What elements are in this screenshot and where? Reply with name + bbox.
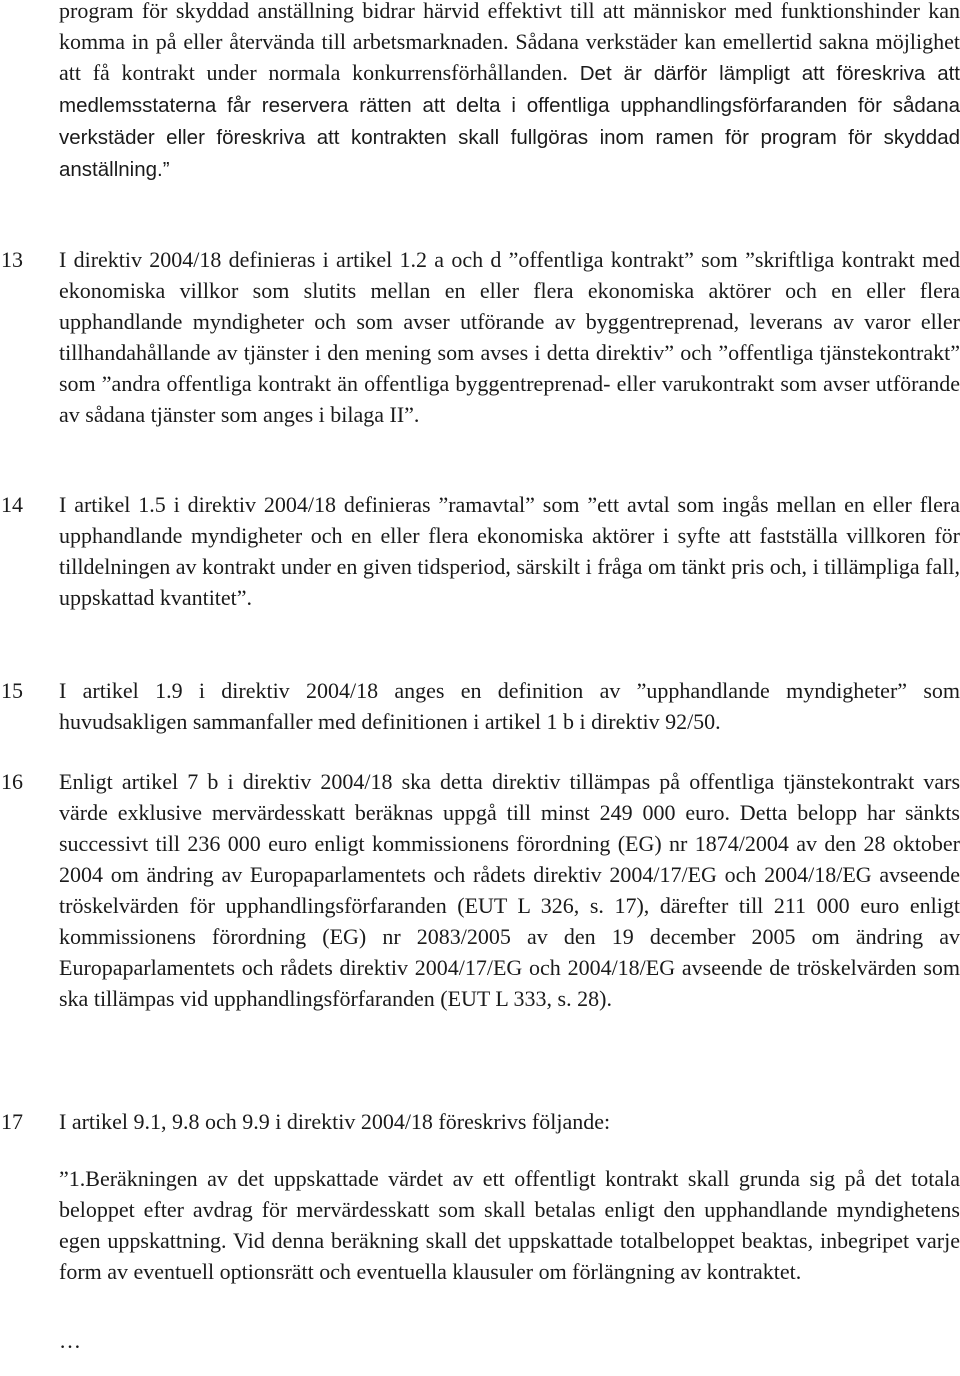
intro-text-b: Det är därför lämpligt att föreskriva att medlemsstaterna får reservera rätten att delta i offentliga upphandlingsförfaranden för sådana verkstäder eller föreskriva att kontrakten skall fullgöras inom ramen för program för skyddad anställning.” [59, 62, 960, 181]
footnote-17-text: I artikel 9.1, 9.8 och 9.9 i direktiv 2004/18 föreskrivs följande: [59, 1109, 611, 1134]
footnote-number-15: 15 [1, 678, 23, 703]
footnote-15-text: I artikel 1.9 i direktiv 2004/18 anges en definition av ”upphandlande myndigheter” som huvudsakligen sammanfaller med definitionen i artikel 1 b i direktiv 92/50. [59, 678, 960, 734]
footnote-number-13: 13 [1, 247, 23, 272]
footnote-13-text: I direktiv 2004/18 definieras i artikel 1.2 a och d ”offentliga kontrakt” som ”skriftliga kontrakt med ekonomiska villkor som slutits mellan en eller flera ekonomiska aktörer och en eller flera upphandlande myndigheter och som avser utförande av byggentreprenad, leverans av varor eller tillhandahållande av tjänster i den mening som avses i detta direktiv” och ”offentliga tjänstekontrakt” som ”andra offentliga kontrakt än offentliga byggentreprenad- eller varukontrakt som avser utförande av sådana tjänster som anges i bilaga II”. [59, 247, 960, 427]
intro-text-a: program för skyddad anställning bidrar härvid effektivt till att människor med funktionshinder kan komma in på eller återvända till arbetsmarknaden. Sådana verkstäder kan emellertid sakna möjlighet att få kontrakt under normala konkurrensförhållanden. [59, 0, 960, 85]
intro-paragraph [59, 0, 960, 185]
footnote-14-text: I artikel 1.5 i direktiv 2004/18 definieras ”ramavtal” som ”ett avtal som ingås mellan en eller flera upphandlande myndigheter och en eller flera ekonomiska aktörer i syfte att fastställa villkoren för tilldelningen av kontrakt under en given tidsperiod, särskilt i fråga om tänkt pris och, i tillämpliga fall, uppskattad kvantitet”. [59, 492, 960, 610]
footnote-16-text: Enligt artikel 7 b i direktiv 2004/18 ska detta direktiv tillämpas på offentliga tjänstekontrakt vars värde exklusive mervärdesskatt beräknas uppgå till minst 249 000 euro. Detta belopp har sänkts successivt till 236 000 euro enligt kommissionens förordning (EG) nr 1874/2004 av den 28 oktober 2004 om ändring av Europaparlamentets och rådets direktiv 2004/17/EG och 2004/18/EG avseende tröskelvärden för upphandlingsförfaranden (EUT L 326, s. 17), därefter till 211 000 euro enligt kommissionens förordning (EG) nr 2083/2005 av den 19 december 2005 om ändring av Europaparlamentets och rådets direktiv 2004/17/EG och 2004/18/EG avseende de tröskelvärden som ska tillämpas vid upphandlingsförfaranden (EUT L 333, s. 28). [59, 769, 960, 1011]
footnote-number-16: 16 [1, 769, 23, 794]
ellipsis: … [59, 1328, 81, 1353]
footnote-number-14: 14 [1, 492, 23, 517]
footnote-number-17: 17 [1, 1109, 23, 1134]
quoted-provision: ”1.Beräkningen av det uppskattade värdet av ett offentligt kontrakt skall grunda sig på det totala beloppet efter avdrag för mervärdesskatt som skall betalas enligt den upphandlande myndighetens egen uppskattning. Vid denna beräkning skall det uppskattade totalbeloppet beaktas, inbegripet varje form av eventuell optionsrätt och eventuella klausuler om förlängning av kontraktet. [59, 1166, 960, 1284]
